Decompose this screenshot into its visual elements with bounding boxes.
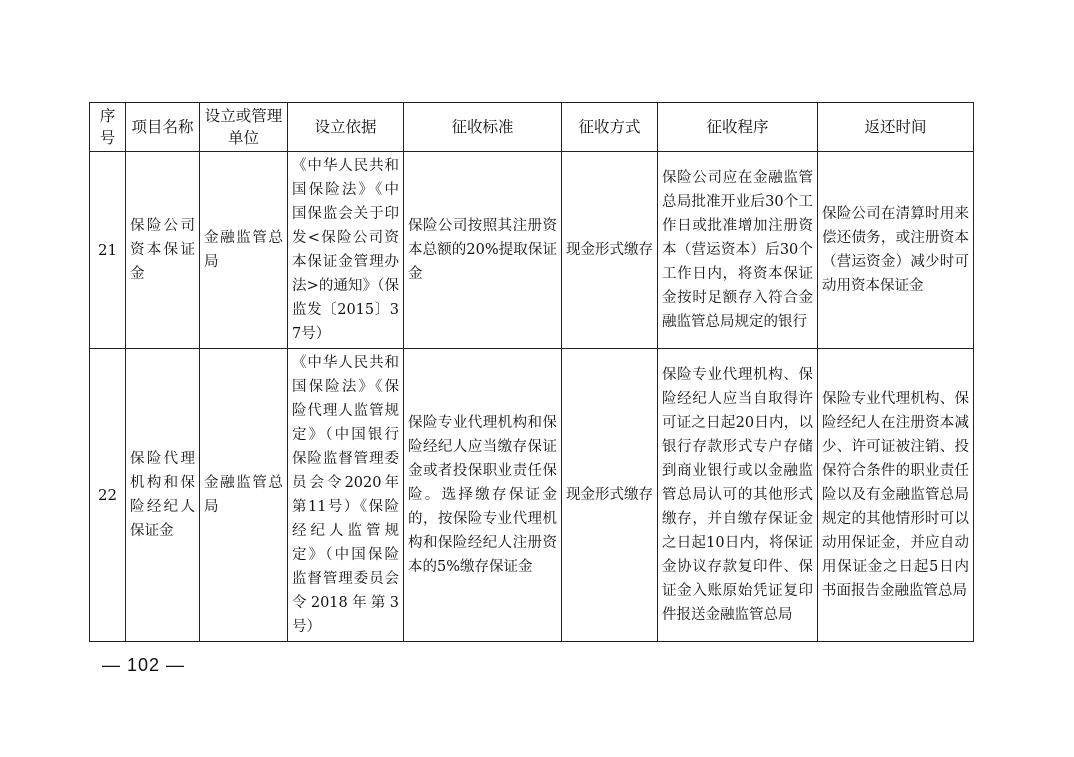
- table-row: [90, 152, 974, 349]
- cell-seq: 22: [90, 349, 126, 642]
- table-header-row: [90, 103, 974, 152]
- cell-authority: 金融监管总局: [200, 152, 288, 349]
- cell-standard: 保险公司按照其注册资本总额的20%提取保证金: [404, 152, 562, 349]
- page-number: — 102 —: [102, 655, 186, 675]
- cell-refund: 保险专业代理机构、保险经纪人在注册资本减少、许可证被注销、投保符合条件的职业责任险以及有金融监管总局规定的其他情形时可以动用保证金，并应自动用保证金之日起5日内书面报告金融监管总局: [818, 349, 974, 642]
- cell-name: 保险公司资本保证金: [126, 152, 200, 349]
- cell-method: 现金形式缴存: [562, 152, 658, 349]
- cell-refund: 保险公司在清算时用来偿还债务，或注册资本（营运资金）减少时可动用资本保证金: [818, 152, 974, 349]
- cell-standard: 保险专业代理机构和保险经纪人应当缴存保证金或者投保职业责任保险。选择缴存保证金的，按保险专业代理机构和保险经纪人注册资本的5%缴存保证金: [404, 349, 562, 642]
- header-standard: 征收标准: [404, 103, 562, 152]
- cell-basis: 《中华人民共和国保险法》《中国保监会关于印发<保险公司资本保证金管理办法>的通知》（保监发〔2015〕37号）: [288, 152, 404, 349]
- header-refund: 返还时间: [818, 103, 974, 152]
- header-basis: 设立依据: [288, 103, 404, 152]
- cell-basis: 《中华人民共和国保险法》《保险代理人监管规定》（中国银行保险监督管理委员会令2020年第11号）《保险经纪人监管规定》（中国保险监督管理委员会令2018年第3号）: [288, 349, 404, 642]
- cell-seq: 21: [90, 152, 126, 349]
- document-page: [89, 102, 973, 642]
- header-procedure: 征收程序: [658, 103, 818, 152]
- cell-procedure: 保险专业代理机构、保险经纪人应当自取得许可证之日起20日内，以银行存款形式专户存储到商业银行或以金融监管总局认可的其他形式缴存，并自缴存保证金之日起10日内，将保证金协议存款复印件、保证金入账原始凭证复印件报送金融监管总局: [658, 349, 818, 642]
- header-authority: 设立或管理 单位: [200, 103, 288, 152]
- fee-table: [89, 102, 974, 642]
- table-row: [90, 349, 974, 642]
- cell-method: 现金形式缴存: [562, 349, 658, 642]
- cell-name: 保险代理机构和保险经纪人保证金: [126, 349, 200, 642]
- cell-procedure: 保险公司应在金融监管总局批准开业后30个工作日或批准增加注册资本（营运资本）后30个工作日内，将资本保证金按时足额存入符合金融监管总局规定的银行: [658, 152, 818, 349]
- header-seq: 序 号: [90, 103, 126, 152]
- header-method: 征收方式: [562, 103, 658, 152]
- cell-authority: 金融监管总局: [200, 349, 288, 642]
- header-name: 项目名称: [126, 103, 200, 152]
